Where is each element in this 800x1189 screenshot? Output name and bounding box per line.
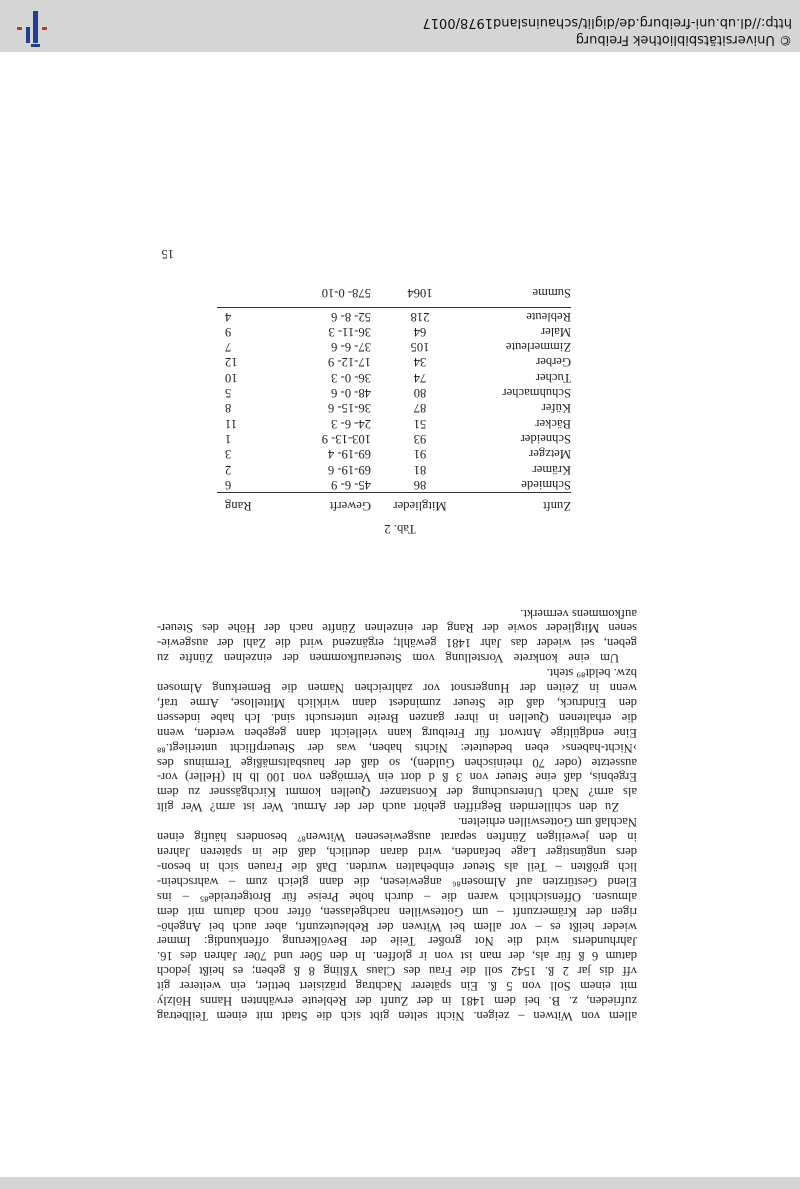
table-cell: 103-13- 9 (321, 431, 371, 446)
sum-cell: 578- 0-10 (299, 285, 381, 308)
source-url-link[interactable]: http://dl.ub.uni-freiburg.de/diglit/schauinsland1978/0017 (422, 15, 792, 30)
text-line: lich größten – Teil als Steuer einbehalten wurden. Daß die Frauen sich in beson- (157, 859, 637, 874)
text-line: allem von Witwen – zeigen. Nicht selten gibt sich die Stadt mit einem Teilbetrag (157, 1009, 637, 1023)
body-text (157, 606, 637, 1023)
text-line: Ergebnis, daß eine Steuer von 3 ß d dort ein Vermögen von 100 lb hl (Heller) vor- (157, 770, 637, 785)
table-cell: 81 (413, 462, 427, 477)
table-cell: 4 (225, 309, 232, 324)
text-line: aussetzte (oder 70 rheinischen Gulden), so daß der hausbaltsmäßige Terminus des (157, 755, 637, 770)
text-line: ›Nicht-habens‹ eben bedeutete: Nichts haben, was der Steuerpflicht unterliegt.⁸⁸ (157, 740, 637, 755)
text-line: ders ungünstiger Lage befanden, wird daran deutlich, daß die in späteren Jahren (157, 845, 637, 860)
guild-tax-table (217, 285, 571, 513)
text-line: Eine endgültige Antwort für Freiburg kann vielleicht dann gegeben werden, wenn (157, 725, 637, 740)
table-cell: 45- 6- 9 (331, 477, 371, 492)
header-mitglieder: Mitglieder (381, 493, 459, 514)
header-gewerft: Gewerft (299, 493, 381, 514)
text-line: geben, sei wieder das Jahr 1481 gewählt; ergänzend wird die Zahl der ausgewie- (157, 636, 637, 651)
table-row (217, 477, 571, 493)
table-cell: 74 (413, 370, 427, 385)
table-cell: 34 (413, 355, 427, 370)
table-cell: 37- 6- 6 (331, 340, 371, 355)
text-line: zufrieden, z. B. bei dem 1481 in der Zunft der Rebleute erwähnten Hanns Hölzly (157, 994, 637, 1009)
footer-bar (0, 0, 800, 52)
table-cell: Bäcker (535, 416, 571, 431)
table-cell: Maler (540, 324, 571, 339)
table-row (217, 385, 571, 400)
table-cell: Zimmerleute (505, 340, 571, 355)
text-line: Jahrhunderts wird die Not großer Teile der Bevölkerung offenkundig: Immer (157, 934, 637, 949)
table-cell: 93 (413, 431, 427, 446)
table-cell: 69-19- 6 (327, 462, 371, 477)
table-cell: 8 (225, 401, 232, 416)
text-line: Nachlaß um Gotteswillen erhielten. (457, 815, 637, 830)
table-row (217, 431, 571, 446)
text-line: Elend Gestürzten auf Almosen⁸⁶ angewiesen, die dann gleich zum – wahrschein- (157, 874, 637, 889)
table-cell: 87 (413, 401, 427, 416)
table-cell: 64 (413, 324, 427, 339)
table-cell: 52- 8- 6 (331, 309, 371, 324)
table-row (217, 400, 571, 415)
university-library-logo-icon (10, 7, 50, 47)
copyright-text: © Universitätsbibliothek Freiburg (575, 32, 792, 47)
table-cell: 51 (413, 416, 427, 431)
table-cell: Schuhmacher (502, 386, 571, 401)
table-cell: 86 (413, 477, 427, 492)
table-cell: 2 (225, 462, 232, 477)
text-line: in den jeweiligen Zünften separat ausgewiesenen Witwen⁸⁷ besonders häufig einen (157, 830, 637, 845)
table-cell: Tucher (535, 370, 571, 385)
table-header-row (217, 493, 571, 514)
table-cell: Rebleute (526, 309, 571, 324)
table-cell: Metzger (529, 447, 571, 462)
table-row (217, 416, 571, 431)
table-cell: 36-15- 6 (327, 401, 371, 416)
header-rang: Rang (217, 493, 299, 514)
table-cell: 11 (225, 416, 238, 431)
header-zunft: Zunft (459, 493, 571, 514)
table-cell: 24- 6- 3 (331, 416, 371, 431)
text-line: Um eine konkrete Vorstellung vom Steueraufkommen der einzelnen Zünfte zu (157, 651, 619, 666)
table-cell: 6 (225, 477, 232, 492)
table-cell: 1 (225, 431, 232, 446)
table-cell: 36- 0- 3 (331, 370, 371, 385)
table-caption: Tab. 2 (384, 522, 416, 536)
table-row (217, 324, 571, 339)
table-cell: 7 (225, 340, 232, 355)
text-line: die erhaltenen Quellen in ihrer ganzen Breite untersucht sind. Ich habe indessen (157, 710, 637, 725)
table-cell: 17-12- 9 (327, 355, 371, 370)
page-number: 15 (161, 247, 174, 261)
text-line: wenn in Zeiten der Hungersnot vor zahlreichen Namen die Bemerkung Almosen (157, 681, 637, 696)
table-cell: 9 (225, 324, 232, 339)
table-cell: 36-11- 3 (328, 324, 371, 339)
text-line: rigen der Krämerzunft – um Gotteswillen nachgelassen, öfter noch datum mit dem (157, 904, 637, 919)
text-line: aufkommens vermerkt. (520, 606, 637, 621)
text-line: senen Mitglieder sowie der Rang der einzelnen Zünfte nach der Höhe des Steuer- (157, 621, 637, 636)
table-row (217, 461, 571, 476)
text-line: datum 6 ß für als, der man ist von ir gloffen. In den 50er und 70er Jahren des 16. (157, 949, 637, 964)
sum-cell (217, 285, 299, 308)
table-row (217, 354, 571, 369)
table-row (217, 370, 571, 385)
table-cell: 10 (225, 370, 238, 385)
table-cell: 48- 0- 6 (331, 386, 371, 401)
text-line: als arm? Nach Untersuchung der Konstanzer Quellen kommt Kirchgässner zu dem (157, 785, 637, 800)
text-line: Zu den schillernden Begriffen gehört auch der der Armut. Wer ist arm? Wer gilt (157, 800, 619, 815)
table-cell: 5 (225, 386, 232, 401)
table-cell: 105 (410, 340, 430, 355)
text-line: den Eindruck, daß die Steuer zumindest dann wirklich Mittellose, Arme traf, (157, 695, 637, 710)
text-line: almusen. Offensichtlich waren die – durch hohe Preise für Brotgetreide⁸⁵ – ins (157, 889, 637, 904)
table-cell: Krämer (532, 462, 571, 477)
table-body (217, 285, 571, 492)
table-row (217, 339, 571, 354)
footer-text (422, 14, 792, 48)
table-cell: Gerber (536, 355, 571, 370)
sum-cell: 1064 (381, 285, 459, 308)
text-line: vff dis jar 2 ß. 1542 soll die Frau des Claus Yßling 8 ß geben; es heißt jedoch (157, 964, 637, 979)
table-row (217, 308, 571, 324)
table-cell: Schneider (520, 431, 571, 446)
table-cell: Schmiede (521, 477, 571, 492)
table-cell: 3 (225, 447, 232, 462)
table-sum-row (217, 285, 571, 308)
table-cell: 218 (410, 309, 430, 324)
scan-edge-strip (0, 1177, 800, 1189)
table-cell: 80 (413, 386, 427, 401)
table-cell: 12 (225, 355, 238, 370)
table-cell: 91 (413, 447, 427, 462)
sum-cell: Summe (459, 285, 571, 308)
text-line: mit einem Soll von 5 ß. Ein späterer Nachtrag präzisiert bettler, ein weiterer git (157, 979, 637, 994)
table-row (217, 446, 571, 461)
text-line: bzw. beldt⁸⁹ steht. (546, 666, 637, 681)
table-cell: Küfer (541, 401, 571, 416)
text-line: wieder heißt es – vor allem bei Witwen der Rebleutezunft, aber auch bei Angehö- (157, 919, 637, 934)
table-cell: 69-19- 4 (327, 447, 371, 462)
